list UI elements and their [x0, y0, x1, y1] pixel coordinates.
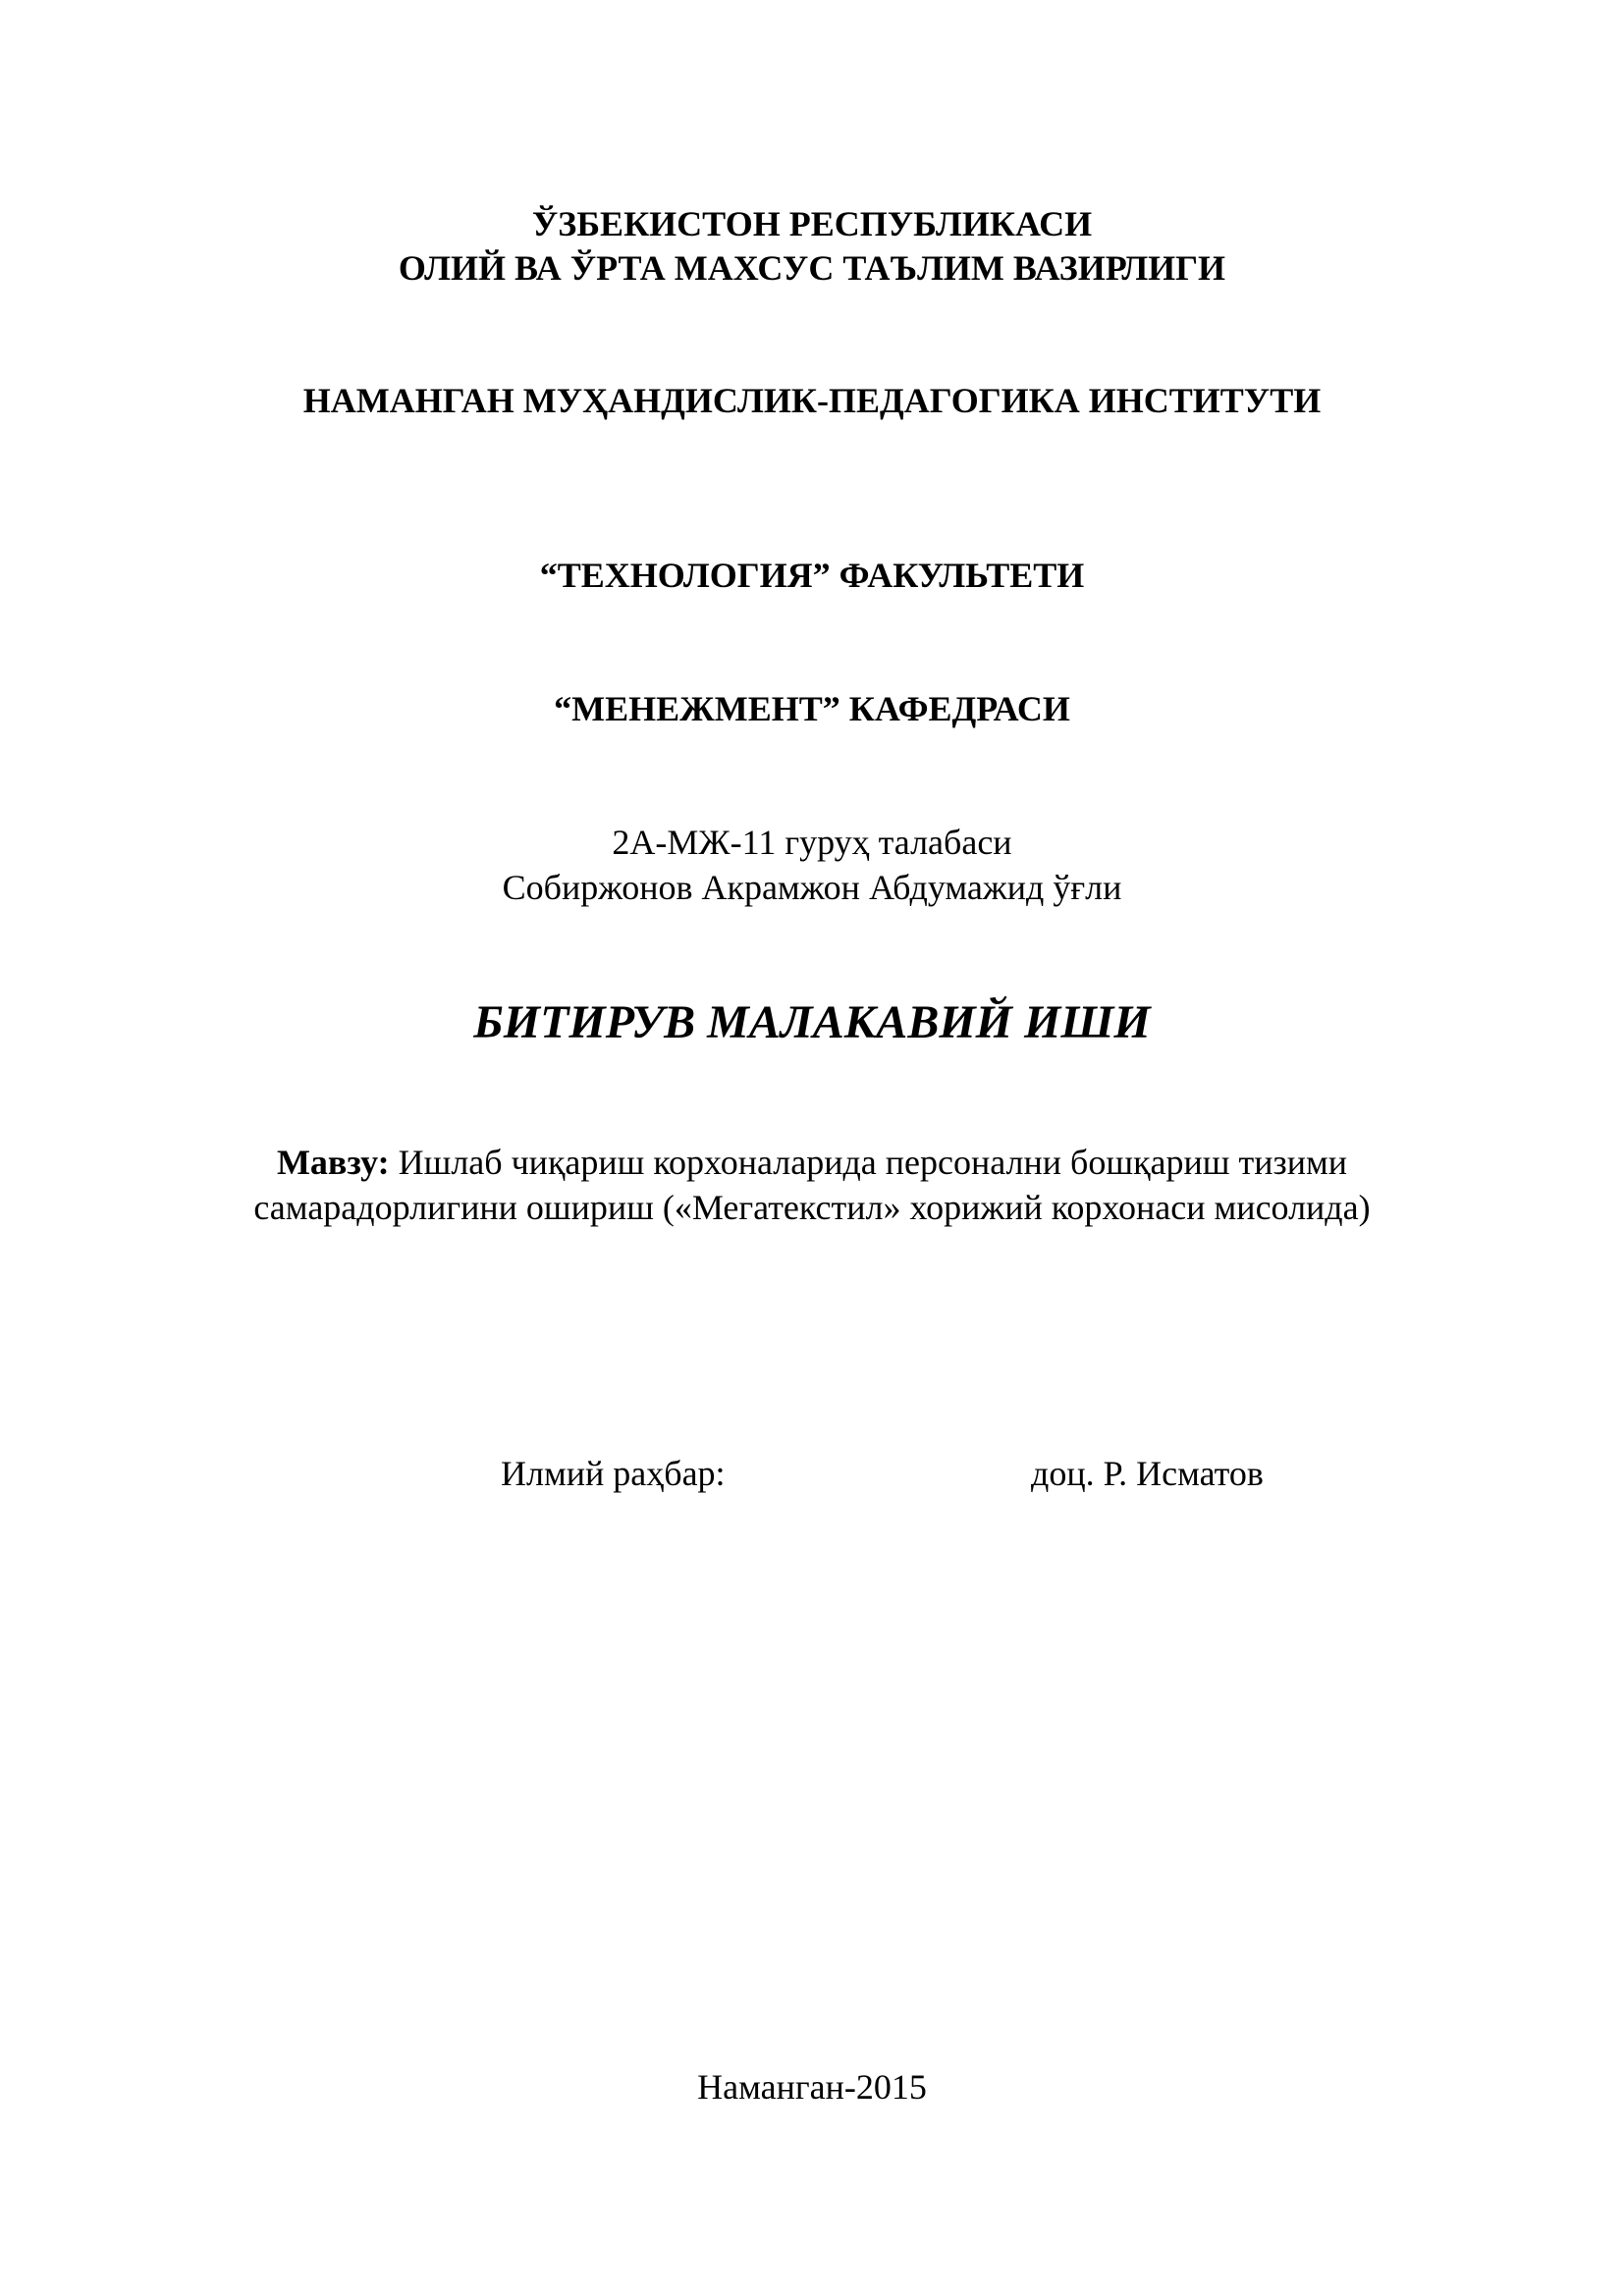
- city-year: Наманган-2015: [697, 2067, 927, 2107]
- supervisor-label: Илмий раҳбар:: [501, 1454, 726, 1493]
- work-title: БИТИРУВ МАЛАКАВИЙ ИШИ: [473, 996, 1151, 1048]
- topic-line-2: самарадорлигини ошириш («Мегатекстил» хорижий корхонаси мисолида): [253, 1188, 1371, 1227]
- topic-text-1: Ишлаб чиқариш корхоналарида персонални бошқариш тизими: [389, 1143, 1348, 1182]
- republic-heading: ЎЗБЕКИСТОН РЕСПУБЛИКАСИ: [531, 204, 1093, 243]
- topic-label: Мавзу:: [276, 1143, 390, 1182]
- department-heading: “МЕНЕЖМЕНТ” КАФЕДРАСИ: [554, 689, 1070, 728]
- topic-line-1: [0, 1145, 1624, 1180]
- institute-heading: НАМАНГАН МУҲАНДИСЛИК-ПЕДАГОГИКА ИНСТИТУТИ: [302, 381, 1322, 420]
- supervisor-name: доц. Р. Исматов: [1031, 1454, 1264, 1493]
- faculty-heading: “ТЕХНОЛОГИЯ” ФАКУЛЬТЕТИ: [539, 556, 1085, 595]
- student-group-line: 2А-МЖ-11 гуруҳ талабаси: [612, 823, 1012, 862]
- ministry-heading: ОЛИЙ ВА ЎРТА МАХСУС ТАЪЛИМ ВАЗИРЛИГИ: [398, 248, 1226, 288]
- student-name: Собиржонов Акрамжон Абдумажид ўғли: [502, 868, 1122, 907]
